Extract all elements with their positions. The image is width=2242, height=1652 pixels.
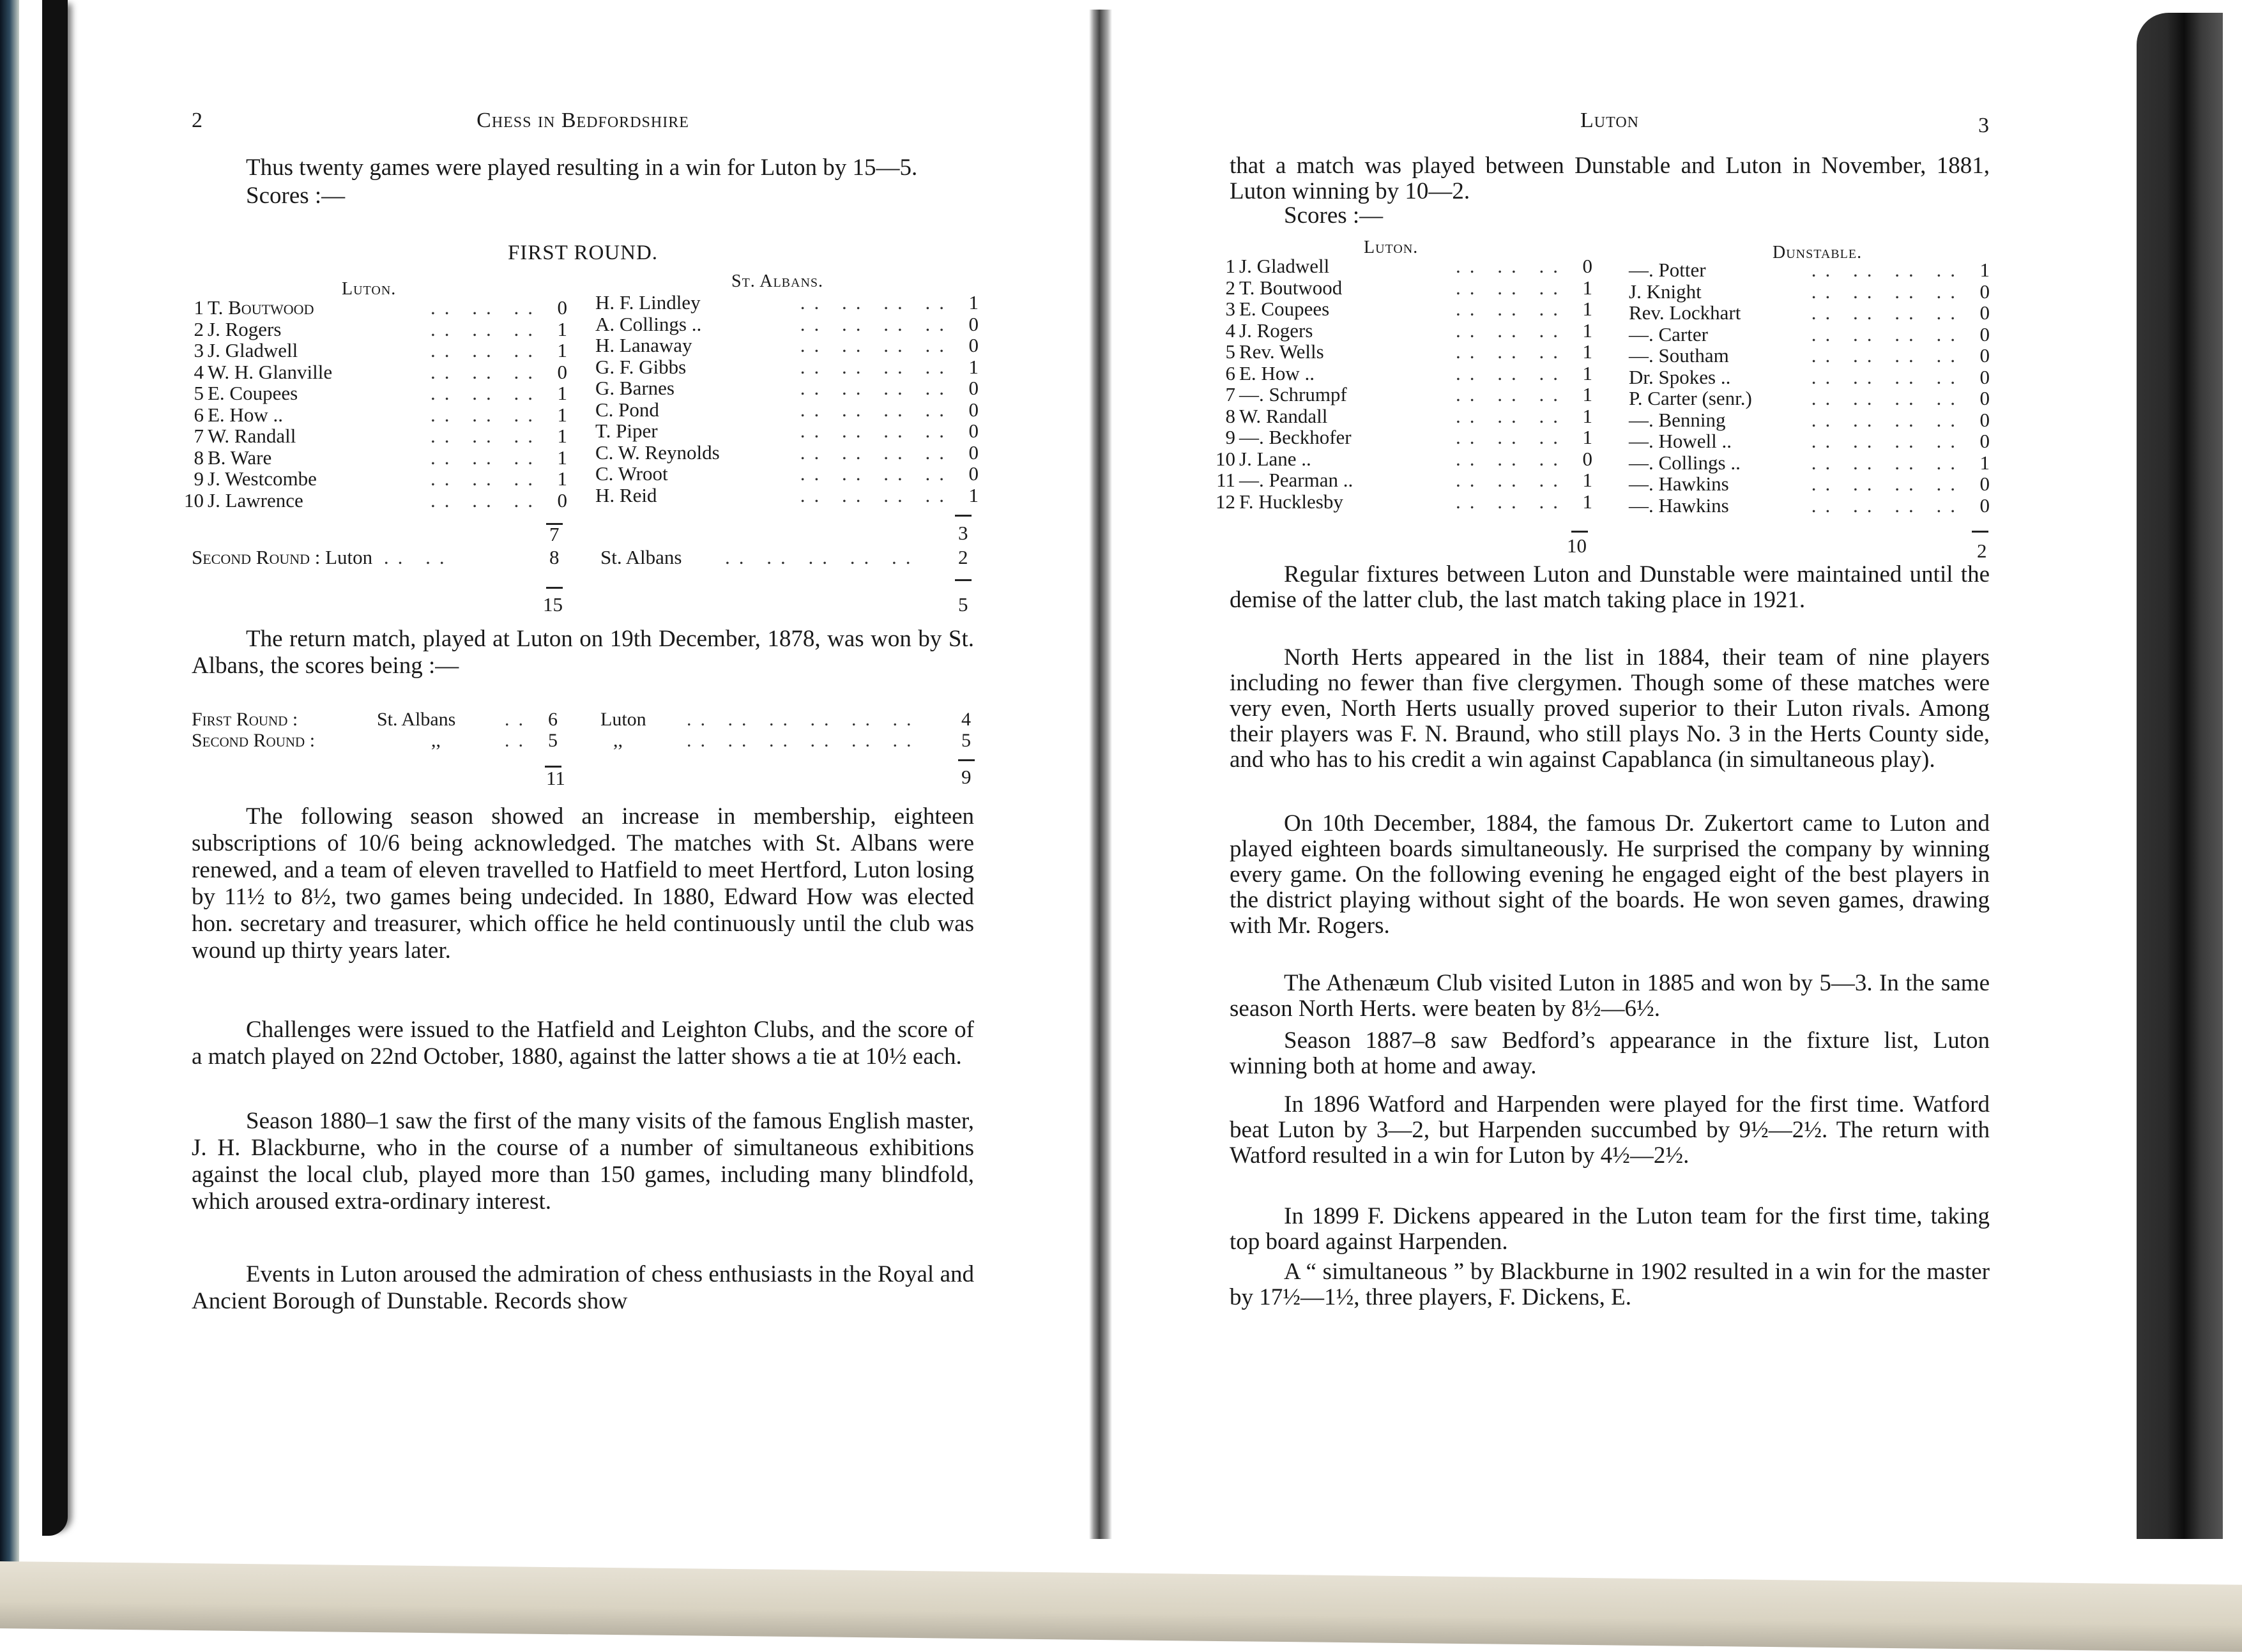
leader-dots: .. .. .. [1456,426,1567,448]
ditto-mark: ,, [431,730,441,751]
player-name: Rev. Lockhart [1629,301,1741,324]
leader-dots: .. [505,730,532,751]
player-name: J. Rogers [208,317,282,340]
player-score: 0 [557,296,567,319]
player-name: J. Lawrence [208,489,303,512]
second-round-luton-label: Luton [325,546,373,568]
player-score: 0 [968,312,979,335]
simultaneous-paragraph: A “ simultaneous ” by Blackburne in 1902 resulted in a win for the master by 17½—1½, three players, F. Dickens, E. [1230,1259,1990,1310]
simultaneous-block [1230,1259,1990,1310]
player-score: 1 [1582,490,1592,513]
score-row [1216,341,1592,363]
return-st-albans-r2: 5 [548,730,558,751]
player-name: Dr. Spokes .. [1629,365,1731,388]
score-row [1216,469,1592,491]
score-row [595,314,979,335]
player-name: —. Benning [1629,408,1726,431]
leader-dots: .. .. .. [431,425,542,447]
leader-dots: .. .. .. .. [1811,494,1964,517]
leader-dots: .. .. .. [1456,340,1567,363]
player-score: 1 [1582,383,1592,405]
right-book-cover-edge [2137,13,2223,1539]
leader-dots: .. .. .. [1456,447,1567,470]
return-st-albans-label: St. Albans [377,709,456,730]
player-score: 1 [968,483,979,506]
leader-dots: .. .. .. .. [1811,259,1964,281]
score-row [184,404,567,426]
player-name: E. How .. [1239,361,1315,384]
leader-dots: .. .. .. .. [1811,301,1964,324]
zukertort-paragraph: On 10th December, 1884, the famous Dr. Zukertort came to Luton and played eighteen boards simultaneously. He surprised the company by winning every game. On the following evening he engaged eight of the best players in the district playing without sight of the boards. He won seven games, drawing with Mr. Rogers. [1230,810,1990,939]
player-name: —. Howell .. [1629,430,1732,452]
leader-dots: .. .. .. .. [1811,430,1964,452]
score-row [1629,388,1990,409]
player-score: 1 [968,355,979,378]
score-row [184,361,567,383]
player-score: 1 [1582,404,1592,427]
board-number: 9 [1225,426,1235,448]
player-name: —. Pearman .. [1239,469,1354,491]
board-number: 8 [194,446,204,469]
board-number: 7 [1225,383,1235,405]
player-name: E. Coupees [1239,298,1330,320]
leader-dots: .. .. .. .. [1811,344,1964,367]
st-albans-first-rule [955,499,972,521]
player-score: 0 [1979,387,1990,409]
leader-dots: .. [505,709,532,730]
north-herts-paragraph: North Herts appeared in the list in 1884, their team of nine players including no fewer than five clergymen. Though some of these matches were very even, North Herts usually proved superior to their Luton rivals. Among their players was F. N. Braund, who still plays No. 3 in the Herts County side, and who has to his credit a win against Capablanca (in simultaneous play). [1230,644,1990,773]
player-score: 1 [557,467,567,490]
luton-grand-total: 15 [543,593,563,616]
score-row [595,377,979,399]
board-number: 5 [194,382,204,404]
score-row [1629,430,1990,452]
leader-dots: .. .. .. .. [800,291,953,314]
leader-dots: .. .. .. .. .. .. [687,709,920,730]
player-name: B. Ware [208,446,272,469]
player-score: 0 [1979,301,1990,324]
score-row [184,490,567,512]
player-score: 0 [557,489,567,512]
score-row [1216,298,1592,320]
leader-dots: .. .. [383,546,454,568]
player-score: 1 [557,317,567,340]
leader-dots: .. .. .. .. [1811,451,1964,474]
score-row [595,356,979,378]
player-name: —. Beckhofer [1239,426,1352,448]
score-row [1629,302,1990,324]
player-name: J. Westcombe [208,467,317,490]
luton-header: Luton. [1364,238,1419,257]
player-score: 1 [968,291,979,314]
leader-dots: .. .. .. [431,296,542,319]
fixtures-paragraph: Regular fixtures between Luton and Dunstable were maintained until the demise of the latter club, the last match taking place in 1921. [1230,561,1990,613]
player-score: 0 [1979,408,1990,431]
dickens-paragraph: In 1899 F. Dickens appeared in the Luton team for the first time, taking top board against Harpenden. [1230,1203,1990,1255]
player-score: 1 [1582,361,1592,384]
challenges-block [192,1017,974,1070]
events-block [192,1261,974,1315]
membership-paragraph: The following season showed an increase in membership, eighteen subscriptions of 10/6 being acknowledged. The matches with St. Albans were renewed, and a team of eleven travelled to Hatfield to meet Hertford, Luton losing by 11½ to 8½, two games being undecided. In 1880, Edward How was elected hon. secretary and treasurer, which office he held continuously until the club was wound up thirty years later. [192,803,974,964]
player-name: E. Coupees [208,382,298,404]
return-luton-rule [958,744,975,766]
page-number: 2 [192,109,203,132]
board-number: 10 [1216,447,1235,470]
return-first-round-label: First Round : [192,709,298,730]
st-albans-second-rule [955,564,972,586]
player-name: H. Reid [595,483,657,506]
st-albans-first-total: 3 [958,522,968,544]
leader-dots: .. .. .. .. [1811,408,1964,431]
north-herts-block [1230,645,1990,773]
score-row [1216,363,1592,384]
blackburne-paragraph: Season 1880–1 saw the first of the many visits of the famous English master, J. H. Blackburne, who in the course of a number of simultaneous exhibitions against the local club, played more than 150 games, including many blindfold, which aroused extra-ordinary interest. [192,1108,974,1215]
first-round-heading: FIRST ROUND. [507,241,659,264]
score-row [1629,409,1990,431]
player-name: W. Randall [208,425,296,447]
score-row [1629,324,1990,345]
board-number: 12 [1216,490,1235,513]
player-score: 1 [1582,426,1592,448]
score-row [1629,281,1990,303]
second-round-st-albans-label: St. Albans [600,546,682,568]
return-second-round-label: Second Round : [192,730,316,751]
score-row [184,319,567,340]
player-name: Rev. Wells [1239,340,1324,363]
leader-dots: .. .. .. .. [800,377,953,399]
player-score: 0 [1979,430,1990,452]
score-row [1216,320,1592,342]
st-albans-scores [595,292,979,506]
score-row [595,335,979,356]
leader-dots: .. .. .. .. [1811,322,1964,345]
board-number: 1 [194,296,204,319]
score-row [1629,259,1990,281]
player-name: W. Randall [1239,404,1328,427]
score-row [1629,473,1990,495]
leader-dots: .. .. .. .. [800,334,953,356]
return-st-albans-total: 11 [546,767,565,789]
bedford-block [1230,1028,1990,1079]
return-st-albans-r1: 6 [548,709,558,730]
luton-scores [184,297,567,511]
leader-dots: .. .. .. .. [800,355,953,378]
scores-label: Scores :— [246,183,346,209]
board-number: 6 [194,403,204,426]
player-score: 0 [1979,280,1990,303]
dunstable-scores [1629,259,1990,516]
athenaeum-block [1230,971,1990,1022]
luton-second-rule [546,572,563,593]
board-number: 4 [194,360,204,383]
leader-dots: .. .. .. .. [1811,280,1964,303]
dunstable-header: Dunstable. [1773,243,1863,262]
return-luton-label: Luton [600,709,646,730]
score-row [1216,277,1592,299]
score-row [1629,452,1990,474]
player-name: —. Hawkins [1629,494,1729,517]
leader-dots: .. .. .. .. [800,483,953,506]
player-score: 1 [557,339,567,361]
board-number: 7 [194,425,204,447]
board-number: 6 [1225,361,1235,384]
player-name: —. Potter [1629,259,1706,281]
board-number: 9 [194,467,204,490]
leader-dots: .. .. .. .. [1811,365,1964,388]
left-book-cover-edge [42,0,68,1536]
leader-dots: .. .. .. .. [800,312,953,335]
return-luton-r1: 4 [961,709,971,730]
score-row [1629,367,1990,388]
fixtures-block [1230,562,1990,613]
luton-rule [1571,515,1588,537]
score-row [595,420,979,442]
leader-dots: .. .. .. [1456,490,1567,513]
score-row [184,447,567,469]
board-number: 11 [1216,469,1235,491]
player-name: H. F. Lindley [595,291,701,314]
score-row [595,485,979,506]
leader-dots: .. .. .. [1456,404,1567,427]
board-number: 8 [1225,404,1235,427]
return-second-round-row [192,730,974,752]
player-name: J. Knight [1629,280,1702,303]
player-score: 1 [1582,276,1592,299]
bedford-paragraph: Season 1887–8 saw Bedford’s appearance in the fixture list, Luton winning both at home and away. [1230,1027,1990,1079]
leader-dots: .. .. .. .. .. .. [687,730,920,751]
score-row [1629,495,1990,517]
score-row [184,425,567,447]
player-score: 0 [968,462,979,485]
player-score: 0 [1582,255,1592,277]
player-score: 0 [1582,447,1592,470]
player-score: 1 [1979,451,1990,474]
zukertort-block [1230,811,1990,939]
player-score: 1 [1582,340,1592,363]
score-row [1216,427,1592,448]
leader-dots: .. .. .. .. [800,441,953,464]
scan-left-edge [0,0,19,1628]
luton-total: 10 [1567,534,1587,557]
second-round-row [192,547,974,568]
running-head [1230,109,1990,137]
board-number: 2 [194,317,204,340]
scores-label: Scores :— [1284,202,1384,229]
dunstable-rule [1972,515,1988,537]
events-paragraph: Events in Luton aroused the admiration of chess enthusiasts in the Royal and Ancient Borough of Dunstable. Records show [192,1261,974,1314]
player-name: —. Hawkins [1629,473,1729,495]
ditto-mark: ,, [613,730,623,751]
leader-dots: .. .. .. .. [800,420,953,442]
page-number: 3 [1978,114,1990,137]
book-gutter [1089,10,1112,1539]
luton-first-total: 7 [549,523,560,545]
player-name: F. Hucklesby [1239,490,1343,513]
score-row [595,292,979,314]
leader-dots: .. .. .. [431,403,542,426]
player-score: 0 [968,420,979,442]
membership-block [192,803,974,964]
board-number: 2 [1225,276,1235,299]
score-row [595,463,979,485]
player-name: G. Barnes [595,377,675,399]
blackburne-block [192,1108,974,1215]
leader-dots: .. .. .. [431,339,542,361]
player-name: P. Carter (senr.) [1629,387,1752,409]
player-name: J. Rogers [1239,319,1313,342]
return-match-block [192,626,974,679]
leader-dots: .. .. .. [1456,361,1567,384]
score-row [595,442,979,464]
st-albans-grand-total: 5 [958,593,968,616]
luton-header: Luton. [342,279,397,299]
player-name: T. Boutwood [1239,276,1343,299]
leader-dots: .. .. .. [1456,298,1567,320]
leader-dots: .. .. .. [431,317,542,340]
score-row [595,399,979,421]
leader-dots: .. .. .. .. [800,462,953,485]
player-score: 0 [1979,365,1990,388]
player-score: 0 [968,377,979,399]
score-row [184,340,567,361]
player-name: C. W. Reynolds [595,441,720,464]
player-score: 0 [968,398,979,421]
score-row [184,383,567,404]
board-number: 10 [184,489,204,512]
player-name: W. H. Glanville [208,360,333,383]
player-name: T. Piper [595,420,658,442]
board-number: 1 [1225,255,1235,277]
leader-dots: .. .. .. [1456,383,1567,405]
player-name: J. Lane .. [1239,447,1311,470]
score-row [184,468,567,490]
leader-dots: .. .. .. [1456,319,1567,342]
leader-dots: .. .. .. [431,467,542,490]
score-row [1216,255,1592,277]
dickens-block [1230,1204,1990,1255]
player-name: C. Pond [595,398,659,421]
leader-dots: .. .. .. .. .. [725,546,920,568]
leader-dots: .. .. .. [431,382,542,404]
intro-paragraph: Thus twenty games were played resulting in a win for Luton by 15—5. [246,155,918,181]
player-name: H. Lanaway [595,334,692,356]
player-score: 1 [557,403,567,426]
score-row [1216,448,1592,470]
player-name: —. Southam [1629,344,1729,367]
leader-dots: .. .. .. [431,446,542,469]
second-round-label: Second Round : [192,546,321,568]
player-name: —. Schrumpf [1239,383,1347,405]
player-name: —. Carter [1629,322,1708,345]
player-score: 0 [968,441,979,464]
second-round-luton-score: 8 [549,546,560,568]
leader-dots: .. .. .. [1456,255,1567,277]
player-name: J. Gladwell [208,339,298,361]
score-row [1216,384,1592,405]
player-score: 1 [1582,469,1592,491]
player-score: 0 [968,334,979,356]
player-score: 1 [1582,298,1592,320]
luton-scores [1216,255,1592,512]
board-number: 3 [1225,298,1235,320]
board-number: 3 [194,339,204,361]
leader-dots: .. .. .. [1456,276,1567,299]
player-score: 0 [1979,473,1990,495]
score-row [1216,491,1592,513]
athenaeum-paragraph: The Athenæum Club visited Luton in 1885 and won by 5—3. In the same season North Herts. were beaten by 8½—6½. [1230,970,1990,1022]
return-luton-r2: 5 [961,730,971,751]
player-score: 0 [557,360,567,383]
player-score: 1 [557,446,567,469]
second-round-st-albans-score: 2 [958,546,968,568]
player-score: 1 [1582,319,1592,342]
player-name: T. Boutwood [208,296,314,319]
running-head-title: Luton [1580,109,1639,132]
running-head [192,109,974,133]
running-head-title: Chess in Bedfordshire [477,109,689,132]
return-match-paragraph: The return match, played at Luton on 19th December, 1878, was won by St. Albans, the scores being :— [192,626,974,679]
player-name: A. Collings .. [595,312,702,335]
leader-dots: .. .. .. [1456,469,1567,491]
player-score: 1 [1979,259,1990,281]
player-score: 0 [1979,494,1990,517]
player-score: 0 [1979,322,1990,345]
score-row [184,297,567,319]
intro-block [192,155,974,209]
score-row [1216,405,1592,427]
leader-dots: .. .. .. .. [1811,387,1964,409]
player-name: —. Collings .. [1629,451,1741,474]
board-number: 5 [1225,340,1235,363]
table-surface [0,1561,2242,1652]
return-luton-total: 9 [961,766,972,788]
st-albans-header: St. Albans. [731,271,824,291]
leader-dots: .. .. .. [431,489,542,512]
player-name: G. F. Gibbs [595,355,687,378]
leader-dots: .. .. .. [431,360,542,383]
board-number: 4 [1225,319,1235,342]
player-name: J. Gladwell [1239,255,1330,277]
return-first-round-row [192,709,974,731]
challenges-paragraph: Challenges were issued to the Hatfield and Leighton Clubs, and the score of a match played on 22nd October, 1880, against the latter shows a tie at 10½ each. [192,1017,974,1070]
watford-paragraph: In 1896 Watford and Harpenden were played for the first time. Watford beat Luton by 3—2, but Harpenden succumbed by 9½—2½. The return with Watford resulted in a win for Luton by 4½—2½. [1230,1091,1990,1169]
leader-dots: .. .. .. .. [1811,473,1964,495]
player-name: C. Wroot [595,462,668,485]
leader-dots: .. .. .. .. [800,398,953,421]
watford-block [1230,1092,1990,1169]
intro-block [1230,153,1990,227]
intro-paragraph: that a match was played between Dunstable and Luton in November, 1881, Luton winning by 10—2. [1230,153,1990,204]
player-score: 0 [1979,344,1990,367]
player-name: E. How .. [208,403,283,426]
dunstable-total: 2 [1977,540,1987,562]
score-row [1629,345,1990,367]
player-score: 1 [557,382,567,404]
player-score: 1 [557,425,567,447]
